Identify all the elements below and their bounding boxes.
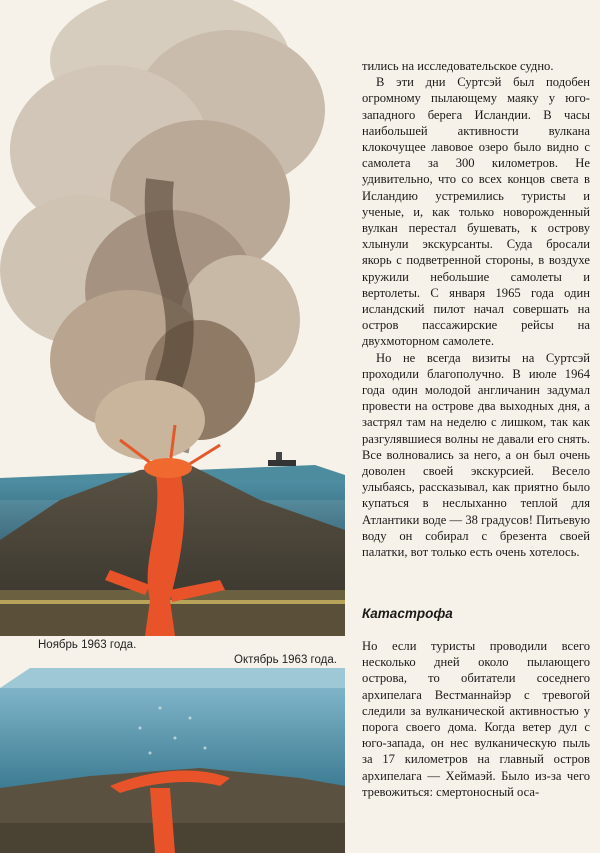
section-heading: Катастрофа	[362, 606, 453, 621]
article-text-section	[362, 638, 590, 800]
eruption-illustration-october	[0, 668, 345, 853]
paragraph-1: В эти дни Суртсэй был подобен огромному пылающему маяку у юго-западного берега Исландии. В часы наибольшей активности вулкана клокочущее лавовое озеро было видно с самолета за 300 километров. Не удивительно, что со всех концов света в Исландию устремились туристы и ученые, и, как только новорожденный вулкан перестал бушевать, к острову хлынули экскурсанты. Суда бросали якорь с подветренной стороны, в воздухе кружили небольшие самолеты и вертолеты. С января 1965 года один исландский пилот начал совершать на остров пассажирские рейсы на двухмоторном самолете.	[362, 75, 590, 349]
paragraph-continued: тились на исследовательское судно.	[362, 59, 554, 73]
caption-october: Октябрь 1963 года.	[234, 654, 337, 666]
ship-icon	[268, 452, 296, 466]
caption-november: Ноябрь 1963 года.	[38, 639, 137, 651]
paragraph-3: Но если туристы проводили всего несколько дней около пылающего острова, то обитатели соседнего архипелага Вестманнайэр с тревогой следили за вулканической активностью у порога своего дома. Когда ветер дул с юго-запада, он нес вулканическую пыль за 17 километров на главный остров архипелага — Хеймаэй. Было из-за чего тревожиться: смертоносный оса-	[362, 639, 590, 799]
ash-plume	[0, 0, 325, 460]
paragraph-2: Но не всегда визиты на Суртсэй проходили благополучно. В июле 1964 года один молодой англичанин задумал провести на острове два выходных дня, а застрял там на неделю с лишком, так как разгулявшиеся волны не давали его снять. Все волновались за него, а он был очень доволен своей экскурсией. Весело улыбаясь, рассказывал, как приятно было купаться в неслыханно теплой для Атлантики воде — 38 градусов! Питьевую воду он собирал с брезента своей палатки, вот только есть очень хотелось.	[362, 350, 590, 560]
eruption-illustration-november	[0, 0, 345, 640]
article-text	[362, 58, 590, 560]
